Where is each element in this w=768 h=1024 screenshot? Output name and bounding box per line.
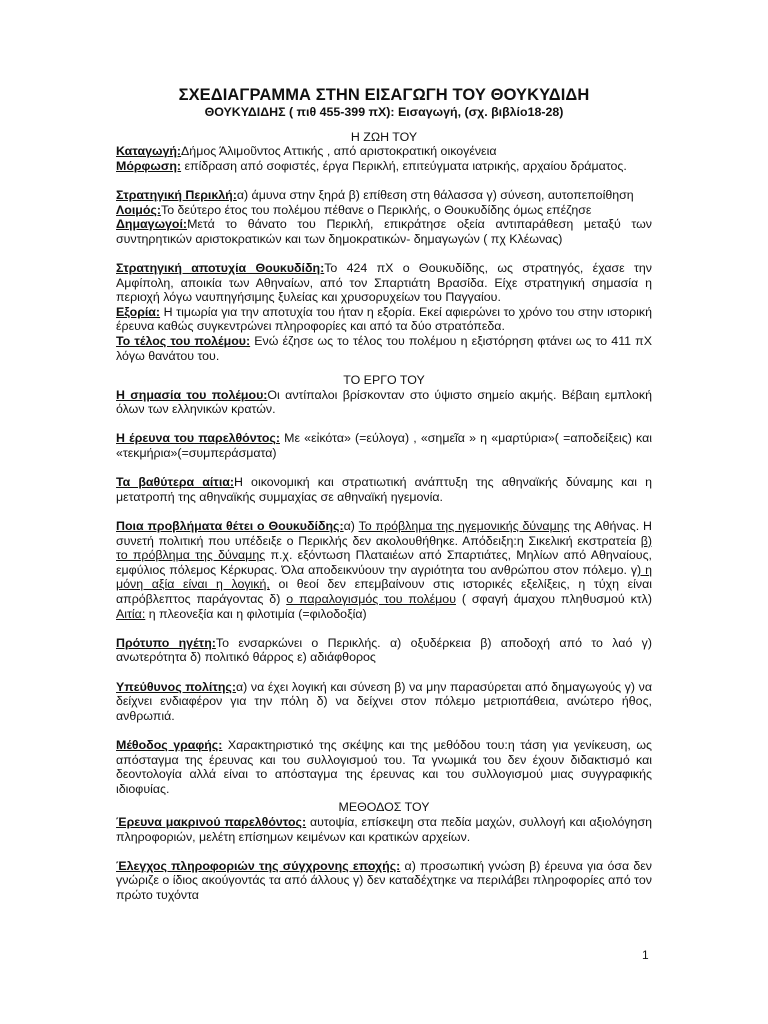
underlined-provlimata-5: Αιτία: xyxy=(116,606,146,621)
text-telos: Ενώ έζησε ως το τέλος του πολέμου η εξιστόρηση φτάνει ως το 411 πΧ λόγω θανάτου του. xyxy=(116,333,652,363)
text-makrinou: αυτοψία, επίσκεψη στα πεδία μαχών, συλλογή και αξιολόγηση πληροφοριών, μελέτη επίσημων κειμένων και κρατικών αρχείων. xyxy=(116,814,652,844)
text-provlimata-5: ( σφαγή άμαχου πληθυσμού κτλ) xyxy=(455,592,652,606)
text-protypo: Το ενσαρκώνει ο Περικλής. α) οξυδέρκεια β) αποδοχή από το λαό γ) ανωτερότητα δ) πολιτικό θάρρος ε) αδιάφθορος xyxy=(116,635,652,665)
paragraph-katagogi xyxy=(116,144,652,159)
section-heading-method: ΜΕΘΟΔΟΣ ΤΟΥ xyxy=(338,800,430,815)
underlined-provlimata-1: Το πρόβλημα της ηγεμονικής δύναμης xyxy=(358,519,570,534)
paragraph-stratigiki-perikli xyxy=(116,188,652,203)
paragraph-apotyxia xyxy=(116,261,652,305)
text-elegxos: α) προσωπική γνώση β) έρευνα για όσα δεν γνώριζε ο ίδιος ακούγοντάς τα από άλλους γ) δεν καταδέχτηκε να περιλάβει πληροφορίες από τον πρώτο τυχόντα xyxy=(116,858,652,902)
text-provlimata-2: της Αθήνας. Η συνετή πολιτική που υπέδειξε ο Περικλής δεν ακολουθήθηκε. Απόδειξη:η Σικελική εκστρατεία xyxy=(116,519,653,548)
term-ypefthynos: Υπεύθυνος πολίτης: xyxy=(116,679,236,694)
term-katagogi: Καταγωγή: xyxy=(116,144,182,159)
text-ypefthynos: α) να έχει λογική και σύνεση β) να μην παρασύρεται από δημαγωγούς γ) να δείχνει ενδιαφέρον για την πόλη δ) να δείχνει στον πόλεμο μετριοπάθεια, ανώτερο ήθος, ανθρωπιά. xyxy=(116,679,652,723)
term-morfosi: Μόρφωση: xyxy=(116,158,182,173)
paragraph-protypo xyxy=(116,636,652,665)
term-stratigiki-perikli: Στρατηγική Περικλή: xyxy=(116,187,237,202)
term-methodos-grafis: Μέθοδος γραφής: xyxy=(116,737,223,752)
text-provlimata-4: οι θεοί δεν επεμβαίνουν στις ιστορικές εξελίξεις, η τύχη είναι απρόβλεπτος παράγοντας δ) xyxy=(116,577,652,606)
paragraph-provlimata xyxy=(116,519,652,621)
term-loimos: Λοιμός: xyxy=(116,202,161,217)
text-methodos-grafis: Χαρακτηριστικό της σκέψης και της μεθόδου του:η τάση για γενίκευση, ως απόσταγμα της έρευνας και του συλλογισμού του. Τα γνωμικά του δεν έχουν διδακτισμό και δεοντολογία αλλά είναι το απόσταγμα της έρευνας και του συλλογισμού μιας συγγραφικής ιδιοφυίας. xyxy=(116,737,652,796)
paragraph-erevna xyxy=(116,431,652,460)
underlined-provlimata-2: β) το πρόβλημα της δύναμης xyxy=(116,533,652,563)
term-makrinou: Έρευνα μακρινού παρελθόντος: xyxy=(116,814,307,829)
paragraph-elegxos xyxy=(116,859,652,903)
term-elegxos: Έλεγχος πληροφοριών της σύγχρονης εποχής: xyxy=(116,858,401,873)
term-protypo: Πρότυπο ηγέτη: xyxy=(116,635,216,650)
text-aitia: Η οικονομική και στρατιωτική ανάπτυξη της αθηναϊκής δύναμης και η μετατροπή της αθηναϊκής συμμαχίας σε αθηναϊκή ηγεμονία. xyxy=(116,475,652,504)
text-loimos: Το δεύτερο έτος του πολέμου πέθανε ο Περικλής, ο Θουκυδίδης όμως επέζησε xyxy=(161,202,592,217)
text-erevna: Με «εἰκότα» (=εύλογα) , «σημεῖα » η «μαρτύρια»( =αποδείξεις) και «τεκμήρια»(=συμπεράσματα) xyxy=(116,431,652,461)
paragraph-simasia xyxy=(116,388,652,417)
text-apotyxia: Το 424 πΧ ο Θουκυδίδης, ως στρατηγός, έχασε την Αμφίπολη, αποικία των Αθηναίων, από τον Σπαρτιάτη Βρασίδα. Είχε στρατηγική σημασία η περιοχή λόγω ναυπηγήσιμης ξυλείας και χρυσορυχείων του Παγγαίου. xyxy=(116,260,653,305)
text-provlimata-3: π.χ. εξόντωση Πλαταιέων από Σπαρτιάτες, Μηλίων από Αθηναίους, εμφύλιος πόλεμος Κέρκυρας. Όλα αποδεικνύουν την αγριότητα του ανθρώπου στον πόλεμο. γ xyxy=(116,548,653,577)
section-heading-life: Η ΖΩΗ ΤΟΥ xyxy=(350,129,418,144)
underlined-provlimata-3: ) η μόνη αξία είναι η λογική, xyxy=(116,562,652,592)
document-subtitle: ΘΟΥΚΥΔΙΔΗΣ ( πιθ 455-399 πΧ): Εισαγωγή, (σχ. βιβλίο18-28) xyxy=(204,105,564,119)
text-simasia: Οι αντίπαλοι βρίσκονταν στο ύψιστο σημείο ακμής. Βέβαιη εμπλοκή όλων των ελληνικών κρατών. xyxy=(116,387,653,417)
paragraph-ypefthynos xyxy=(116,680,652,724)
term-provlimata: Ποια προβλήματα θέτει ο Θουκυδίδης: xyxy=(116,519,344,534)
paragraph-aitia xyxy=(116,475,652,504)
section-heading-work: ΤΟ ΕΡΓΟ ΤΟΥ xyxy=(343,373,425,388)
paragraph-methodos-grafis xyxy=(116,738,652,796)
paragraph-loimos xyxy=(116,203,652,218)
text-dimagogoi: Μετά το θάνατο του Περικλή, επικράτησε οξεία αντιπαράθεση μεταξύ των συντηρητικών αριστοκρατικών και των δημοκρατικών- δημαγωγών ( πχ Κλέωνας) xyxy=(116,217,652,246)
paragraph-dimagogoi xyxy=(116,217,652,246)
paragraph-morfosi xyxy=(116,159,652,174)
term-erevna: Η έρευνα του παρελθόντος: xyxy=(116,431,280,446)
underlined-provlimata-4: ο παραλογισμός του πολέμου xyxy=(286,592,456,606)
term-dimagogoi: Δημαγωγοί: xyxy=(116,217,188,232)
term-exoria: Εξορία: xyxy=(116,304,161,319)
text-stratigiki-perikli: α) άμυνα στην ξηρά β) επίθεση στη θάλασσα γ) σύνεση, αυτοπεποίθηση xyxy=(236,187,634,202)
term-telos: Το τέλος του πολέμου: xyxy=(116,333,251,348)
term-simasia: Η σημασία του πολέμου: xyxy=(116,387,268,402)
term-apotyxia: Στρατηγική αποτυχία Θουκυδίδη: xyxy=(116,260,325,275)
document-title: ΣΧΕΔΙΑΓΡΑΜΜΑ ΣΤΗΝ ΕΙΣΑΓΩΓΗ ΤΟΥ ΘΟΥΚΥΔΙΔΗ xyxy=(178,86,590,104)
text-morfosi: επίδραση από σοφιστές, έργα Περικλή, επιτεύγματα ιατρικής, αρχαίου δράματος. xyxy=(181,158,627,173)
page-number: 1 xyxy=(642,948,649,962)
text-exoria: Η τιμωρία για την αποτυχία του ήταν η εξορία. Εκεί αφιερώνει το χρόνο του στην ιστορική έρευνα καθώς συγκεντρώνει πληροφορίες και από τα δύο στρατόπεδα. xyxy=(116,304,652,334)
text-provlimata-6: η πλεονεξία και η φιλοτιμία (=φιλοδοξία) xyxy=(145,606,367,621)
paragraph-makrinou xyxy=(116,815,652,844)
paragraph-exoria xyxy=(116,305,652,334)
term-aitia: Τα βαθύτερα αίτια: xyxy=(116,475,235,490)
paragraph-telos xyxy=(116,334,652,363)
text-katagogi: Δήμος Άλιμοῦντος Αττικής , από αριστοκρατική οικογένεια xyxy=(181,144,497,159)
text-provlimata-1: α) xyxy=(343,519,359,534)
document-page xyxy=(116,86,652,902)
